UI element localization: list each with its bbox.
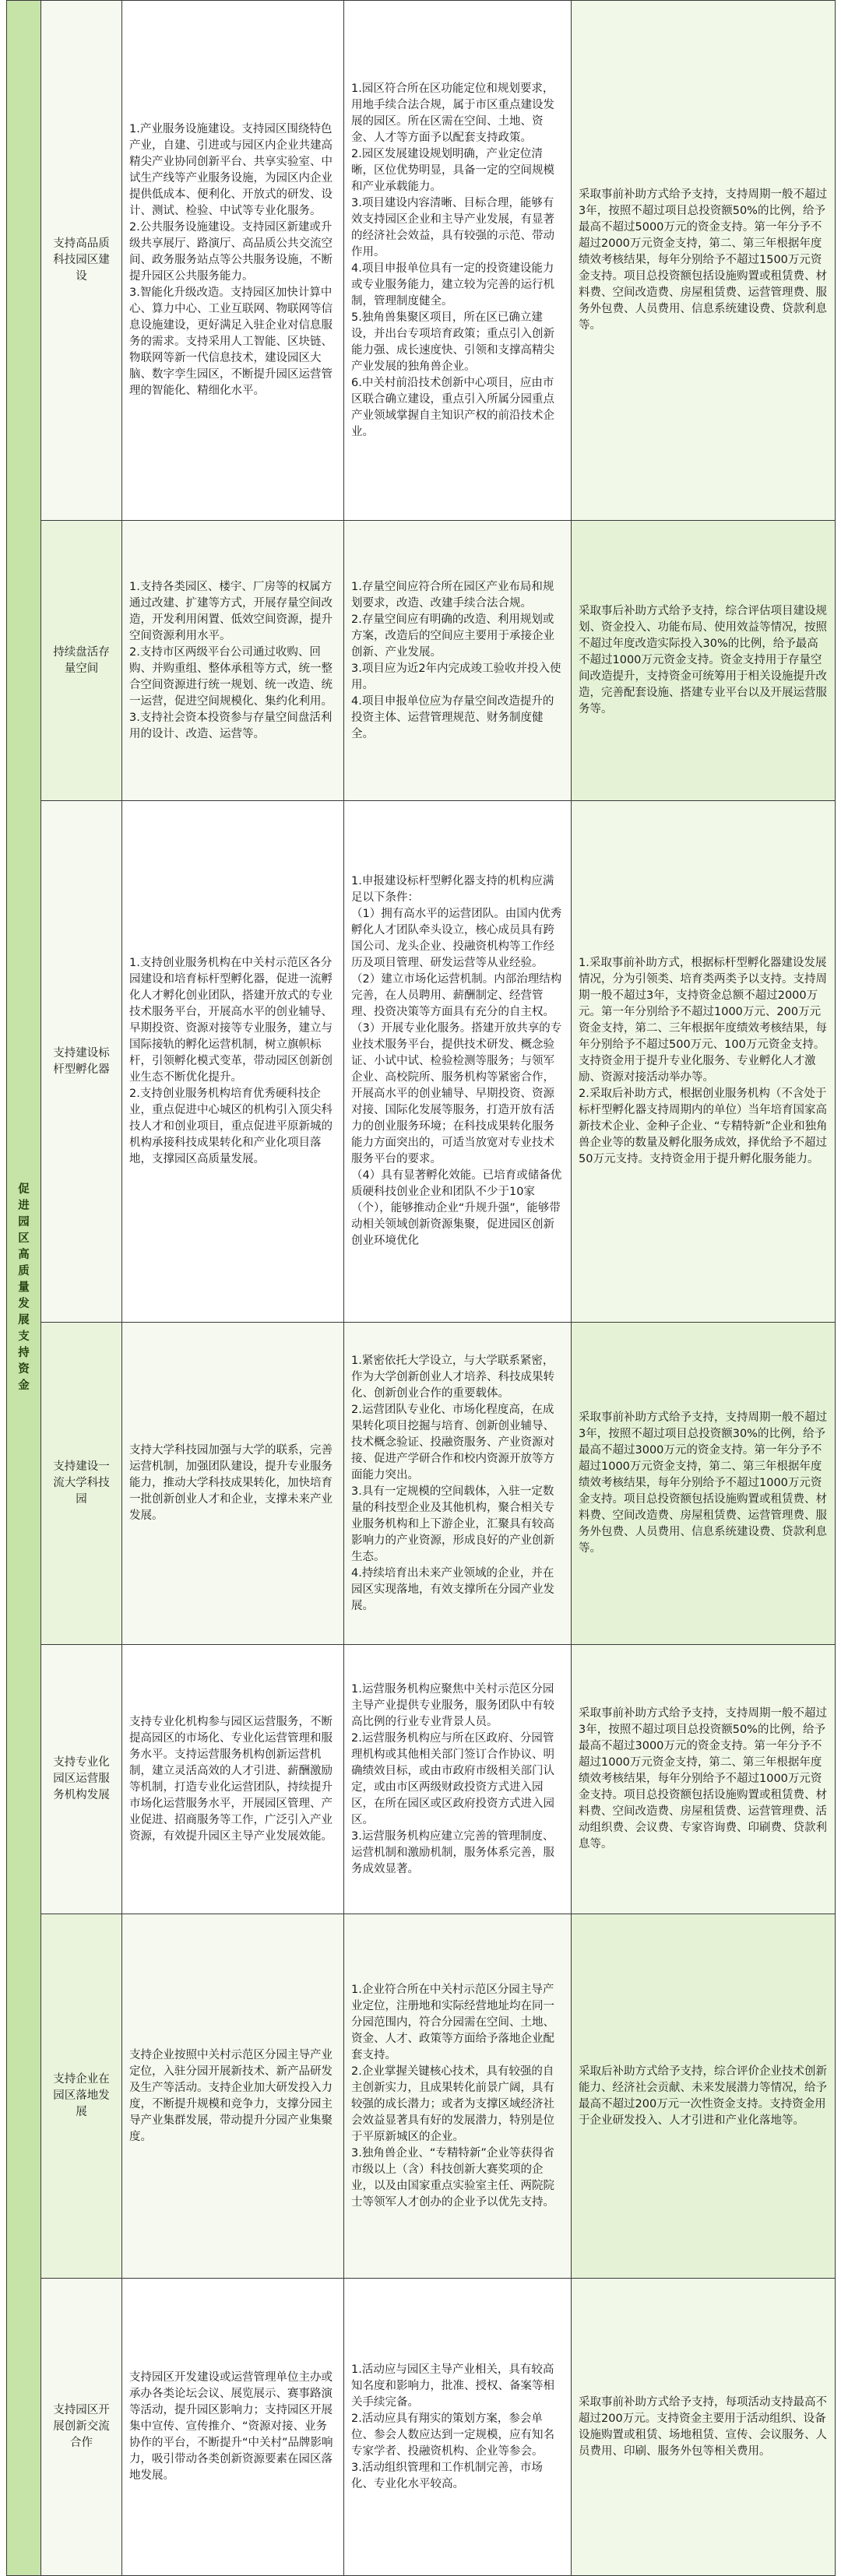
category-cell: 持续盘活存量空间 bbox=[41, 521, 122, 801]
scope-item: 2.支持创业服务机构培育优秀硬科技企业，重点促进中心城区的机构引入顶尖科技人才和创业项目，重点促进平原新城的机构承接科技成果转化和产业化项目落地，支撑园区高质量发展。 bbox=[129, 1088, 333, 1165]
support-cell: 采取事前补助方式给予支持，支持周期一般不超过3年，按照不超过项目总投资额50%的比例，给予最高不超过3000万元的资金支持。第一年分予不超过1000万元资金支持，第二、第三年根据年度绩效考核结果，每年分别给予不超过1000万元资金支持。项目总投资额包括设施购置或租赁费、材料费、空间改造费、房屋租赁费、运营管理费、活动组织费、会议费、专家咨询费、印刷费、贷款利息等。 bbox=[572, 1645, 836, 1914]
section-label-char: 支 bbox=[18, 1330, 30, 1343]
condition-item: 1.紧密依托大学设立，与大学联系紧密，作为大学创新创业人才培养、科技成果转化、创新创业合作的重要载体。 bbox=[351, 1354, 554, 1400]
section-label-char: 持 bbox=[18, 1347, 30, 1359]
scope-cell bbox=[122, 1914, 344, 2279]
category-cell: 支持高品质科技园区建设 bbox=[41, 1, 122, 521]
conditions-cell bbox=[344, 1645, 572, 1914]
conditions-cell bbox=[344, 1323, 572, 1645]
category-cell: 支持建设一流大学科技园 bbox=[41, 1323, 122, 1645]
section-label-char: 促 bbox=[18, 1183, 30, 1196]
table-row bbox=[7, 801, 836, 1323]
condition-item: 5.独角兽集聚区项目，所在区已确立建设，并出台专项培育政策；重点引入创新能力强、成长速度快、引领和支撑高精尖产业发展的独角兽企业。 bbox=[351, 311, 554, 373]
condition-item: 1.园区符合所在区功能定位和规划要求，用地手续合法合规，属于市区重点建设发展的园区。所在区需在空间、土地、资金、人才等方面予以配套支持政策。 bbox=[351, 82, 554, 144]
support-cell: 采取事后补助方式给予支持，综合评估项目建设规划、资金投入、功能布局、使用效益等情况，按照不超过年度改造实际投入30%的比例，给予最高不超过1000万元资金支持。资金支持用于存量空间改造提升，支持资金可统筹用于相关设施提升改造，完善配套设施、搭建专业平台以及开展运营服务等。 bbox=[572, 521, 836, 801]
scope-cell bbox=[122, 801, 344, 1323]
condition-item: 3.项目应为近2年内完成竣工验收并投入使用。 bbox=[351, 662, 561, 691]
table-row bbox=[7, 521, 836, 801]
condition-item: 1.存量空间应符合所在园区产业布局和规划要求，改造、改建手续合法合规。 bbox=[351, 580, 554, 610]
condition-item: 4.项目申报单位具有一定的投资建设能力或专业服务能力，建立较为完善的运行机制，管理制度健全。 bbox=[351, 262, 554, 308]
section-label-char: 量 bbox=[18, 1281, 30, 1294]
support-cell: 采取后补助方式给予支持，综合评价企业技术创新能力、经济社会贡献、未来发展潜力等情况，给予最高不超过200万元一次性资金支持。支持资金用于企业研发投入、人才引进和产业化落地等。 bbox=[572, 1914, 836, 2279]
condition-item: 2.园区发展建设规划明确，产业定位清晰，区位优势明显，具备一定的空间规模和产业承载能力。 bbox=[351, 147, 554, 193]
conditions-cell bbox=[344, 1914, 572, 2279]
section-label-char: 进 bbox=[18, 1200, 30, 1212]
condition-item: 2.存量空间应有明确的改造、利用规划或方案，改造后的空间应主要用于承接企业创新、产业发展。 bbox=[351, 613, 554, 659]
table-row bbox=[7, 1, 836, 521]
category-cell: 支持建设标杆型孵化器 bbox=[41, 801, 122, 1323]
category-cell: 支持专业化园区运营服务机构发展 bbox=[41, 1645, 122, 1914]
condition-item: 2.企业掌握关键核心技术，具有较强的自主创新实力，且成果转化前景广阔，具有较强的成长潜力；或者为支撑区域经济社会效益显著具有好的发展潜力，特别是位于平原新城区的企业。 bbox=[351, 2065, 554, 2143]
scope-cell bbox=[122, 2279, 344, 2576]
section-label-char: 资 bbox=[18, 1363, 30, 1376]
scope-item: 支持园区开发建设或运营管理单位主办或承办各类论坛会议、展览展示、赛事路演等活动，提升园区影响力；支持园区开展集中宣传、宣传推介、“资源对接、业务协作的平台，不断提升“中关村”品牌影响力，吸引带动各类创新资源要素在园区落地发展。 bbox=[129, 2371, 333, 2482]
condition-item: 3.活动组织管理和工作机制完善，市场化、专业化水平较高。 bbox=[351, 2461, 543, 2490]
scope-cell bbox=[122, 1, 344, 521]
scope-item: 支持大学科技园加强与大学的联系，完善运营机制，加强团队建设，提升专业服务能力，推动大学科技成果转化，加快培育一批创新创业人才和企业，支撑未来产业发展。 bbox=[129, 1444, 333, 1522]
category-cell: 支持园区开展创新交流合作 bbox=[41, 2279, 122, 2576]
condition-item: 3.运营服务机构应建立完善的管理制度、运营机制和激励机制，服务体系完善，服务成效显著。 bbox=[351, 1829, 554, 1875]
condition-item: （1）拥有高水平的运营团队。由国内优秀孵化人才团队牵头设立，核心成员具有跨国公司、龙头企业、投融资机构等工作经历及项目管理、研发运营等从业经验。 bbox=[351, 908, 562, 969]
scope-cell bbox=[122, 1323, 344, 1645]
table-row bbox=[7, 2279, 836, 2576]
section-label bbox=[14, 1182, 33, 1394]
support-cell bbox=[572, 801, 836, 1323]
condition-item: 1.企业符合所在中关村示范区分园主导产业定位，注册地和实际经营地址均在同一分园范围内，符合分园需在空间、土地、资金、人才、政策等方面给予落地企业配套支持。 bbox=[351, 1983, 554, 2061]
table-row bbox=[7, 1645, 836, 1914]
support-cell: 采取事前补助方式给予支持，支持周期一般不超过3年，按照不超过项目总投资额50%的比例，给予最高不超过5000万元的资金支持。第一年分予不超过2000万元资金支持，第二、第三年根据年度绩效考核结果，每年分别给予不超过1500万元资金支持。项目总投资额包括设施购置或租赁费、材料费、空间改造费、房屋租赁费、运营管理费、服务外包费、人员费用、信息系统建设费、贷款利息等。 bbox=[572, 1, 836, 521]
category-cell: 支持企业在园区落地发展 bbox=[41, 1914, 122, 2279]
condition-item: （4）具有显著孵化效能。已培育或储备优质硬科技创业企业和团队不少于10家（个），能够推动企业“升规升强”，能够带动相关领域创新资源集聚，促进园区创新创业环境优化 bbox=[351, 1169, 562, 1247]
table-row bbox=[7, 1914, 836, 2279]
condition-item: （2）建立市场化运营机制。内部治理结构完善，在人员聘用、薪酬制定、经营管理、投资决策等方面具有充分的自主权。 bbox=[351, 973, 562, 1018]
condition-item: 3.具有一定规模的空间载体，入驻一定数量的科技型企业及其他机构，聚合相关专业服务机构和上下游企业，汇聚具有较高影响力的产业资源，形成良好的产业创新生态。 bbox=[351, 1485, 554, 1563]
condition-item: 4.持续培育出未来产业领域的企业，并在园区实现落地，有效支撑所在分园产业发展。 bbox=[351, 1566, 554, 1612]
section-label-char: 园 bbox=[18, 1216, 30, 1228]
condition-item: （3）开展专业化服务。搭建开放共享的专业技术服务平台，提供技术研发、概念验证、小试中试、检验检测等服务；与领军企业、高校院所、服务机构等紧密合作，开展高水平的创业辅导、早期投资、资源对接、国际化发展等服务，打造开放有活力的创业服务环境；在科技成果转化服务能力方面突出的，可适当放宽对专业技术服务平台的要求。 bbox=[351, 1022, 562, 1165]
conditions-cell bbox=[344, 2279, 572, 2576]
condition-item: 1.运营服务机构应聚焦中关村示范区分园主导产业提供专业服务，服务团队中有较高比例的行业专业背景人员。 bbox=[351, 1682, 554, 1728]
table-row bbox=[7, 1323, 836, 1645]
support-cell: 采取事前补助方式给予支持，支持周期一般不超过3年，按照不超过项目总投资额30%的比例，给予最高不超过3000万元的资金支持。第一年分予不超过1000万元资金支持，第二、第三年根据年度绩效考核结果，每年分别给予不超过1000万元资金支持。项目总投资额包括设施购置或租赁费、材料费、空间改造费、房屋租赁费、运营管理费、服务外包费、人员费用、信息系统建设费、贷款利息等。 bbox=[572, 1323, 836, 1645]
scope-cell bbox=[122, 1645, 344, 1914]
scope-item: 3.智能化升级改造。支持园区加快计算中心、算力中心、工业互联网、物联网等信息设施建设，更好满足入驻企业对信息服务的需求。支持采用人工智能、区块链、物联网等新一代信息技术，建设园区大脑、数字孪生园区，不断提升园区运营管理的智能化、精细化水平。 bbox=[129, 286, 333, 397]
section-label-cell bbox=[7, 1, 41, 2576]
condition-item: 1.申报建设标杆型孵化器支持的机构应满足以下条件： bbox=[351, 875, 554, 904]
section-label-char: 金 bbox=[18, 1379, 30, 1392]
support-item: 2.采取后补助方式，根据创业服务机构（不含处于标杆型孵化器支持周期内的单位）当年培育国家高新技术企业、金种子企业、“专精特新”企业和独角兽企业等的数量及孵化服务成效，择优给予不超过50万元支持。支持资金用于提升孵化服务能力。 bbox=[579, 1088, 828, 1165]
policy-table-sheet bbox=[6, 0, 835, 2575]
conditions-cell bbox=[344, 521, 572, 801]
scope-item: 1.支持各类园区、楼宇、厂房等的权属方通过改建、扩建等方式，开展存量空间改造，开发利用闲置、低效空间资源，提升空间资源利用水平。 bbox=[129, 580, 333, 642]
section-label-char: 发 bbox=[18, 1298, 30, 1310]
condition-item: 6.中关村前沿技术创新中心项目，应由市区联合确立建设，重点引入所属分园重点产业领域掌握自主知识产权的前沿技术企业。 bbox=[351, 376, 554, 438]
scope-cell bbox=[122, 521, 344, 801]
section-label-char: 质 bbox=[18, 1265, 30, 1277]
condition-item: 3.项目建设内容清晰、目标合理，能够有效支持园区企业和主导产业发展，有显著的经济社会效益，具有较强的示范、带动作用。 bbox=[351, 196, 554, 258]
section-label-char: 高 bbox=[18, 1249, 30, 1261]
condition-item: 4.项目申报单位应为存量空间改造提升的投资主体、运营管理规范、财务制度健全。 bbox=[351, 694, 554, 740]
condition-item: 2.活动应具有翔实的策划方案，参会单位、参会人数应达到一定规模，应有知名专家学者、投融资机构、企业等参会。 bbox=[351, 2412, 554, 2458]
condition-item: 2.运营团队专业化、市场化程度高，在成果转化项目挖掘与培育、创新创业辅导、技术概念验证、投融资服务、产业资源对接、促进产学研合作和校内资源开放等方面能力突出。 bbox=[351, 1403, 554, 1481]
scope-item: 2.支持市区两级平台公司通过收购、回购、并购重组、整体承租等方式，统一整合空间资源进行统一规划、统一改造、统一运营，促进空间规模化、集约化利用。 bbox=[129, 645, 333, 708]
conditions-cell bbox=[344, 801, 572, 1323]
policy-table bbox=[6, 0, 836, 2576]
condition-item: 3.独角兽企业、“专精特新”企业等获得省市级以上（含）科技创新大赛奖项的企业，以及由国家重点实验室主任、两院院士等领军人才创办的企业予以优先支持。 bbox=[351, 2146, 554, 2209]
scope-item: 1.支持创业服务机构在中关村示范区各分园建设和培育标杆型孵化器，促进一流孵化人才孵化创业团队，搭建开放式的专业技术服务平台，开展高水平的创业辅导、早期投资、资源对接等专业服务，建立与国际接轨的孵化运营机制，树立旗帜标杆，引领孵化模式变革，带动园区创新创业生态不断优化提升。 bbox=[129, 957, 333, 1084]
section-label-char: 展 bbox=[18, 1314, 30, 1327]
section-label-char: 区 bbox=[18, 1232, 30, 1245]
scope-item: 1.产业服务设施建设。支持园区围绕特色产业，自建、引进或与园区内企业共建高精尖产业协同创新平台、共享实验室、中试生产线等产业服务设施，为园区内企业提供低成本、便利化、开放式的研发、设计、测试、检验、中试等专业化服务。 bbox=[129, 123, 333, 217]
support-cell: 采取事前补助方式给予支持，每项活动支持最高不超过200万元。支持资金主要用于活动组织、设备设施购置或租赁、场地租赁、宣传、会议服务、人员费用、印刷、服务外包等相关费用。 bbox=[572, 2279, 836, 2576]
scope-item: 支持专业化机构参与园区运营服务，不断提高园区的市场化、专业化运营管理和服务水平。支持运营服务机构创新运营机制，建立灵活高效的人才引进、薪酬激励等机制，打造专业化运营团队，持续提升市场化运营服务水平，开展园区管理、产业促进、招商服务等工作，广泛引入产业资源，有效提升园区主导产业发展效能。 bbox=[129, 1715, 333, 1843]
condition-item: 2.运营服务机构应与所在区政府、分园管理机构或其他相关部门签订合作协议、明确绩效目标，或由市政府市级相关部门认定，或由市区两级财政投资方式进入园区，在所在园区或区政府投资方式进入园区。 bbox=[351, 1731, 554, 1826]
scope-item: 支持企业按照中关村示范区分园主导产业定位，入驻分园开展新技术、新产品研发及生产等活动。支持企业加大研发投入力度，不断提升规模和竞争力，支撑分园主导产业集群发展，带动提升分园产业集聚度。 bbox=[129, 2048, 333, 2143]
conditions-cell bbox=[344, 1, 572, 521]
scope-item: 3.支持社会资本投资参与存量空间盘活利用的设计、改造、运营等。 bbox=[129, 711, 333, 740]
condition-item: 1.活动应与园区主导产业相关，具有较高知名度和影响力，批准、授权、备案等相关手续完备。 bbox=[351, 2363, 554, 2409]
scope-item: 2.公共服务设施建设。支持园区新建或升级共享展厅、路演厅、高品质公共交流空间、政务服务站点等公共服务设施，不断提升园区公共服务能力。 bbox=[129, 221, 333, 283]
support-item: 1.采取事前补助方式，根据标杆型孵化器建设发展情况，分为引领类、培育类两类予以支持。支持周期一般不超过3年，支持资金总额不超过2000万元。第一年分别给予不超过1000万元、200万元资金支持，第二、三年根据年度绩效考核结果，每年分别给予不超过500万元、100万元资金支持。支持资金用于提升专业化服务、专业孵化人才激励、资源对接活动举办等。 bbox=[579, 957, 827, 1084]
